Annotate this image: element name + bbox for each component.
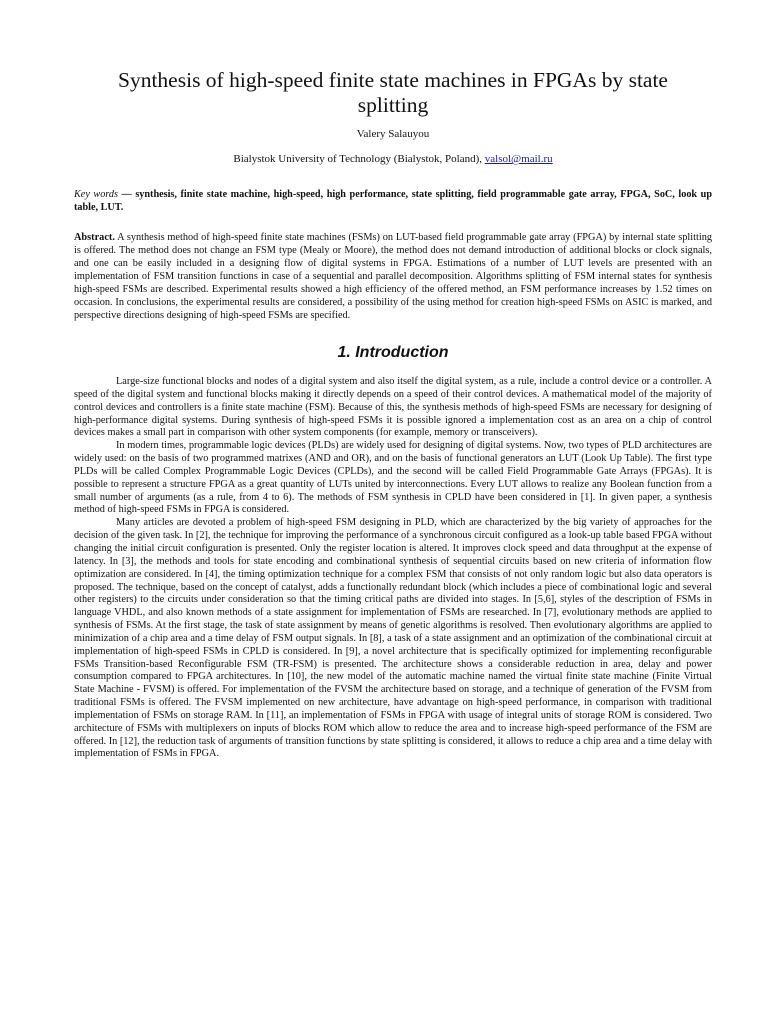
paper-affiliation	[74, 153, 712, 165]
author-email-link[interactable]: valsol@mail.ru	[484, 153, 553, 165]
paper-title: Synthesis of high-speed finite state machines in FPGAs by state splitting	[118, 68, 668, 117]
abstract-text: A synthesis method of high-speed finite state machines (FSMs) on LUT-based field programmable gate array (FPGA) by internal state splitting is offered. The method does not change an FSM type (Mealy or Moore), the method does not demand introduction of additional blocks or clock signals, and one can be easily included in a designing flow of digital systems in FPGA. Estimations of a number of LUT levels are presented with an implementation of FSM transition functions in case of a sequential and parallel decomposition. Algorithms splitting of FSM internal states for synthesis high-speed FSMs are described. Experimental results showed a high efficiency of the offered method, an FSM performance increases by 1.52 times on occasion. In conclusions, the experimental results are considered, a possibility of the using method for creation high-speed FSMs on ASIC is marked, and perspective directions designing of high-speed FSMs are specified.	[74, 232, 712, 321]
intro-paragraph-2: In modern times, programmable logic devices (PLDs) are widely used for designing of digital systems. Now, two types of PLD architectures are widely used: on the basis of two programmed matrixes (AND and OR), and on the basis of functional generators an LUT (Look Up Table). The first type PLDs will be called Complex Programmable Logic Devices (CPLDs), and the second will be called Field Programmable Gate Arrays (FPGAs). It is possible to represent a structure FPGA as a great quantity of LUTs united by interconnections. Every LUT allows to realize any Boolean function from a small number of arguments (as a rule, from 4 to 6). The methods of FSM synthesis in CPLD have been considered in [1]. In given paper, a synthesis method of high-speed FSMs in FPGA is considered.	[74, 440, 712, 516]
keywords-label: Key words	[74, 189, 118, 200]
abstract-label: Abstract.	[74, 232, 115, 243]
keywords	[74, 188, 712, 214]
keywords-list: — synthesis, finite state machine, high-speed, high performance, state splitting, field programmable gate array, FPGA, SoC, look up table, LUT.	[74, 189, 713, 213]
intro-paragraph-3: Many articles are devoted a problem of high-speed FSM designing in PLD, which are characterized by the big variety of approaches for the decision of the given task. In [2], the technique for improving the performance of a synchronous circuit configured as a look-up table based FPGA without changing the initial circuit configuration is presented. Only the register location is altered. It improves clock speed and data throughput at the expense of latency. In [3], the methods and tools for state encoding and combinational synthesis of sequential circuits based on new criteria of information flow optimization are considered. In [4], the timing optimization technique for a complex FSM that consists of not only random logic but also data operators is proposed. The technique, based on the concept of catalyst, adds a functionally redundant block (which includes a piece of combinational logic and several other registers) to the circuits under consideration so that the timing critical paths are divided into stages. In [5,6], styles of the description of FSMs in language VHDL, and also known methods of a state assignment for implementation of FSMs are researched. In [7], evolutionary methods are applied to synthesis of FSMs. At the first stage, the task of state assignment by means of genetic algorithms is resolved. Then evolutionary algorithms are applied to minimization of a chip area and a time delay of FSM output signals. In [8], a task of a state assignment and an optimization of the combinational circuit at implementation of high-speed FSMs in CPLD is considered. In [9], a novel architecture that is specifically optimized for implementing reconfigurable FSMs Transition-based Reconfigurable FSM (TR-FSM) is presented. The architecture shows a considerable reduction in area, delay and power consumption compared to FPGA architectures. In [10], the new model of the automatic machine named the virtual finite state machine (Finite Virtual State Machine - FVSM) is offered. For implementation of the FVSM the architecture based on storage, and a technique of generation of the FVSM from traditional FSMs is offered. The FVSM implemented on new architecture, have advantage on high-speed performance, in comparison with traditional implementation of FSMs on storage RAM. In [11], an implementation of FSMs in FPGA with usage of integral units of storage ROM is considered. Two architecture of FSMs with multiplexers on inputs of blocks ROM which allow to reduce the area and to increase high-speed performance of the FSM are offered. In [12], the reduction task of arguments of transition functions by state splitting is considered, it allows to reduce a chip area and a time delay with implementation of FSMs in FPGA.	[74, 517, 712, 760]
abstract	[74, 231, 712, 322]
section-heading-introduction: 1. Introduction	[337, 344, 449, 361]
paper-author: Valery Salauyou	[356, 128, 430, 140]
intro-paragraph-1: Large-size functional blocks and nodes of a digital system and also itself the digital system, as a rule, include a control device or a controller. A speed of the digital system and functional blocks making it directly depends on a speed of their control devices. A mathematical model of the majority of control devices and controllers is a finite state machine (FSM). Because of this, the synthesis methods of high-speed FSMs are necessary for designing of high-performance digital systems. During synthesis of high-speed FSMs it is possible ignored a implementation cost as an area on a chip of control devices makes a small part in comparison with other system components (for example, memory or transceivers).	[74, 376, 712, 439]
affiliation-text: Bialystok University of Technology (Bialystok, Poland),	[233, 153, 485, 165]
